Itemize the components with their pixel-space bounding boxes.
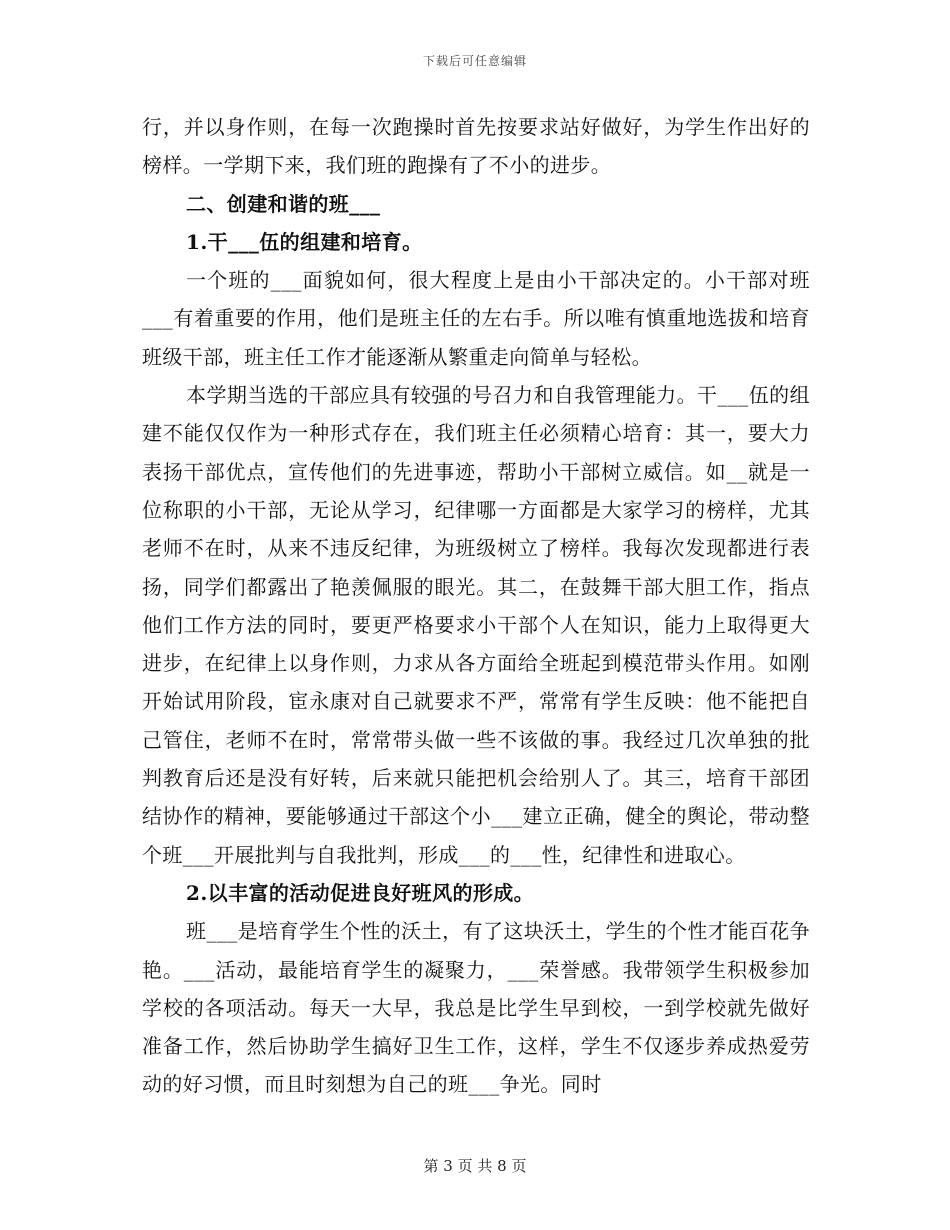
document-body bbox=[142, 108, 810, 1104]
section-heading: 二、创建和谐的班___ bbox=[186, 191, 381, 216]
subsection-heading-1: 1.干___伍的组建和培育。 bbox=[186, 229, 423, 254]
subsection-heading-2: 2.以丰富的活动促进良好班风的形成。 bbox=[186, 880, 535, 905]
page-footer: 第 3 页 共 8 页 bbox=[423, 1157, 527, 1175]
paragraph-1: 一个班的___面貌如何，很大程度上是由小干部决定的。小干部对班___有着重要的作用，他们是班主任的左右手。所以唯有慎重地选拔和培育班级干部，班主任工作才能逐渐从繁重走向简单与轻松。 bbox=[142, 268, 810, 369]
page-header: 下载后可任意编辑 bbox=[422, 54, 527, 68]
paragraph-3: 班___是培育学生个性的沃土，有了这块沃土，学生的个性才能百花争艳。___活动，最能培育学生的凝聚力，___荣誉感。我带领学生积极参加学校的各项活动。每天一大早，我总是比学生早到校，一到学校就先做好准备工作，然后协助学生搞好卫生工作，这样，学生不仅逐步养成热爱劳动的好习惯，而且时刻想为自己的班___争光。同时 bbox=[142, 919, 810, 1097]
paragraph-2: 本学期当选的干部应具有较强的号召力和自我管理能力。干___伍的组建不能仅仅作为一种形式存在，我们班主任必须精心培育：其一，要大力表扬干部优点，宣传他们的先进事迹，帮助小干部树立威信。如__就是一位称职的小干部，无论从学习，纪律哪一方面都是大家学习的榜样，尤其老师不在时，从来不违反纪律，为班级树立了榜样。我每次发现都进行表扬，同学们都露出了艳羡佩服的眼光。其二，在鼓舞干部大胆工作，指点他们工作方法的同时，要更严格要求小干部个人在知识，能力上取得更大进步，在纪律上以身作则，力求从各方面给全班起到模范带头作用。如刚开始试用阶段，宦永康对自己就要求不严，常常有学生反映：他不能把自己管住，老师不在时，常常带头做一些不该做的事。我经过几次单独的批判教育后还是没有好转，后来就只能把机会给别人了。其三，培育干部团结协作的精神，要能够通过干部这个小___建立正确，健全的舆论，带动整个班___开展批判与自我批判，形成___的___性，纪律性和进取心。 bbox=[142, 383, 810, 867]
paragraph-continuation: 行，并以身作则，在每一次跑操时首先按要求站好做好，为学生作出好的榜样。一学期下来，我们班的跑操有了不小的进步。 bbox=[142, 115, 810, 178]
